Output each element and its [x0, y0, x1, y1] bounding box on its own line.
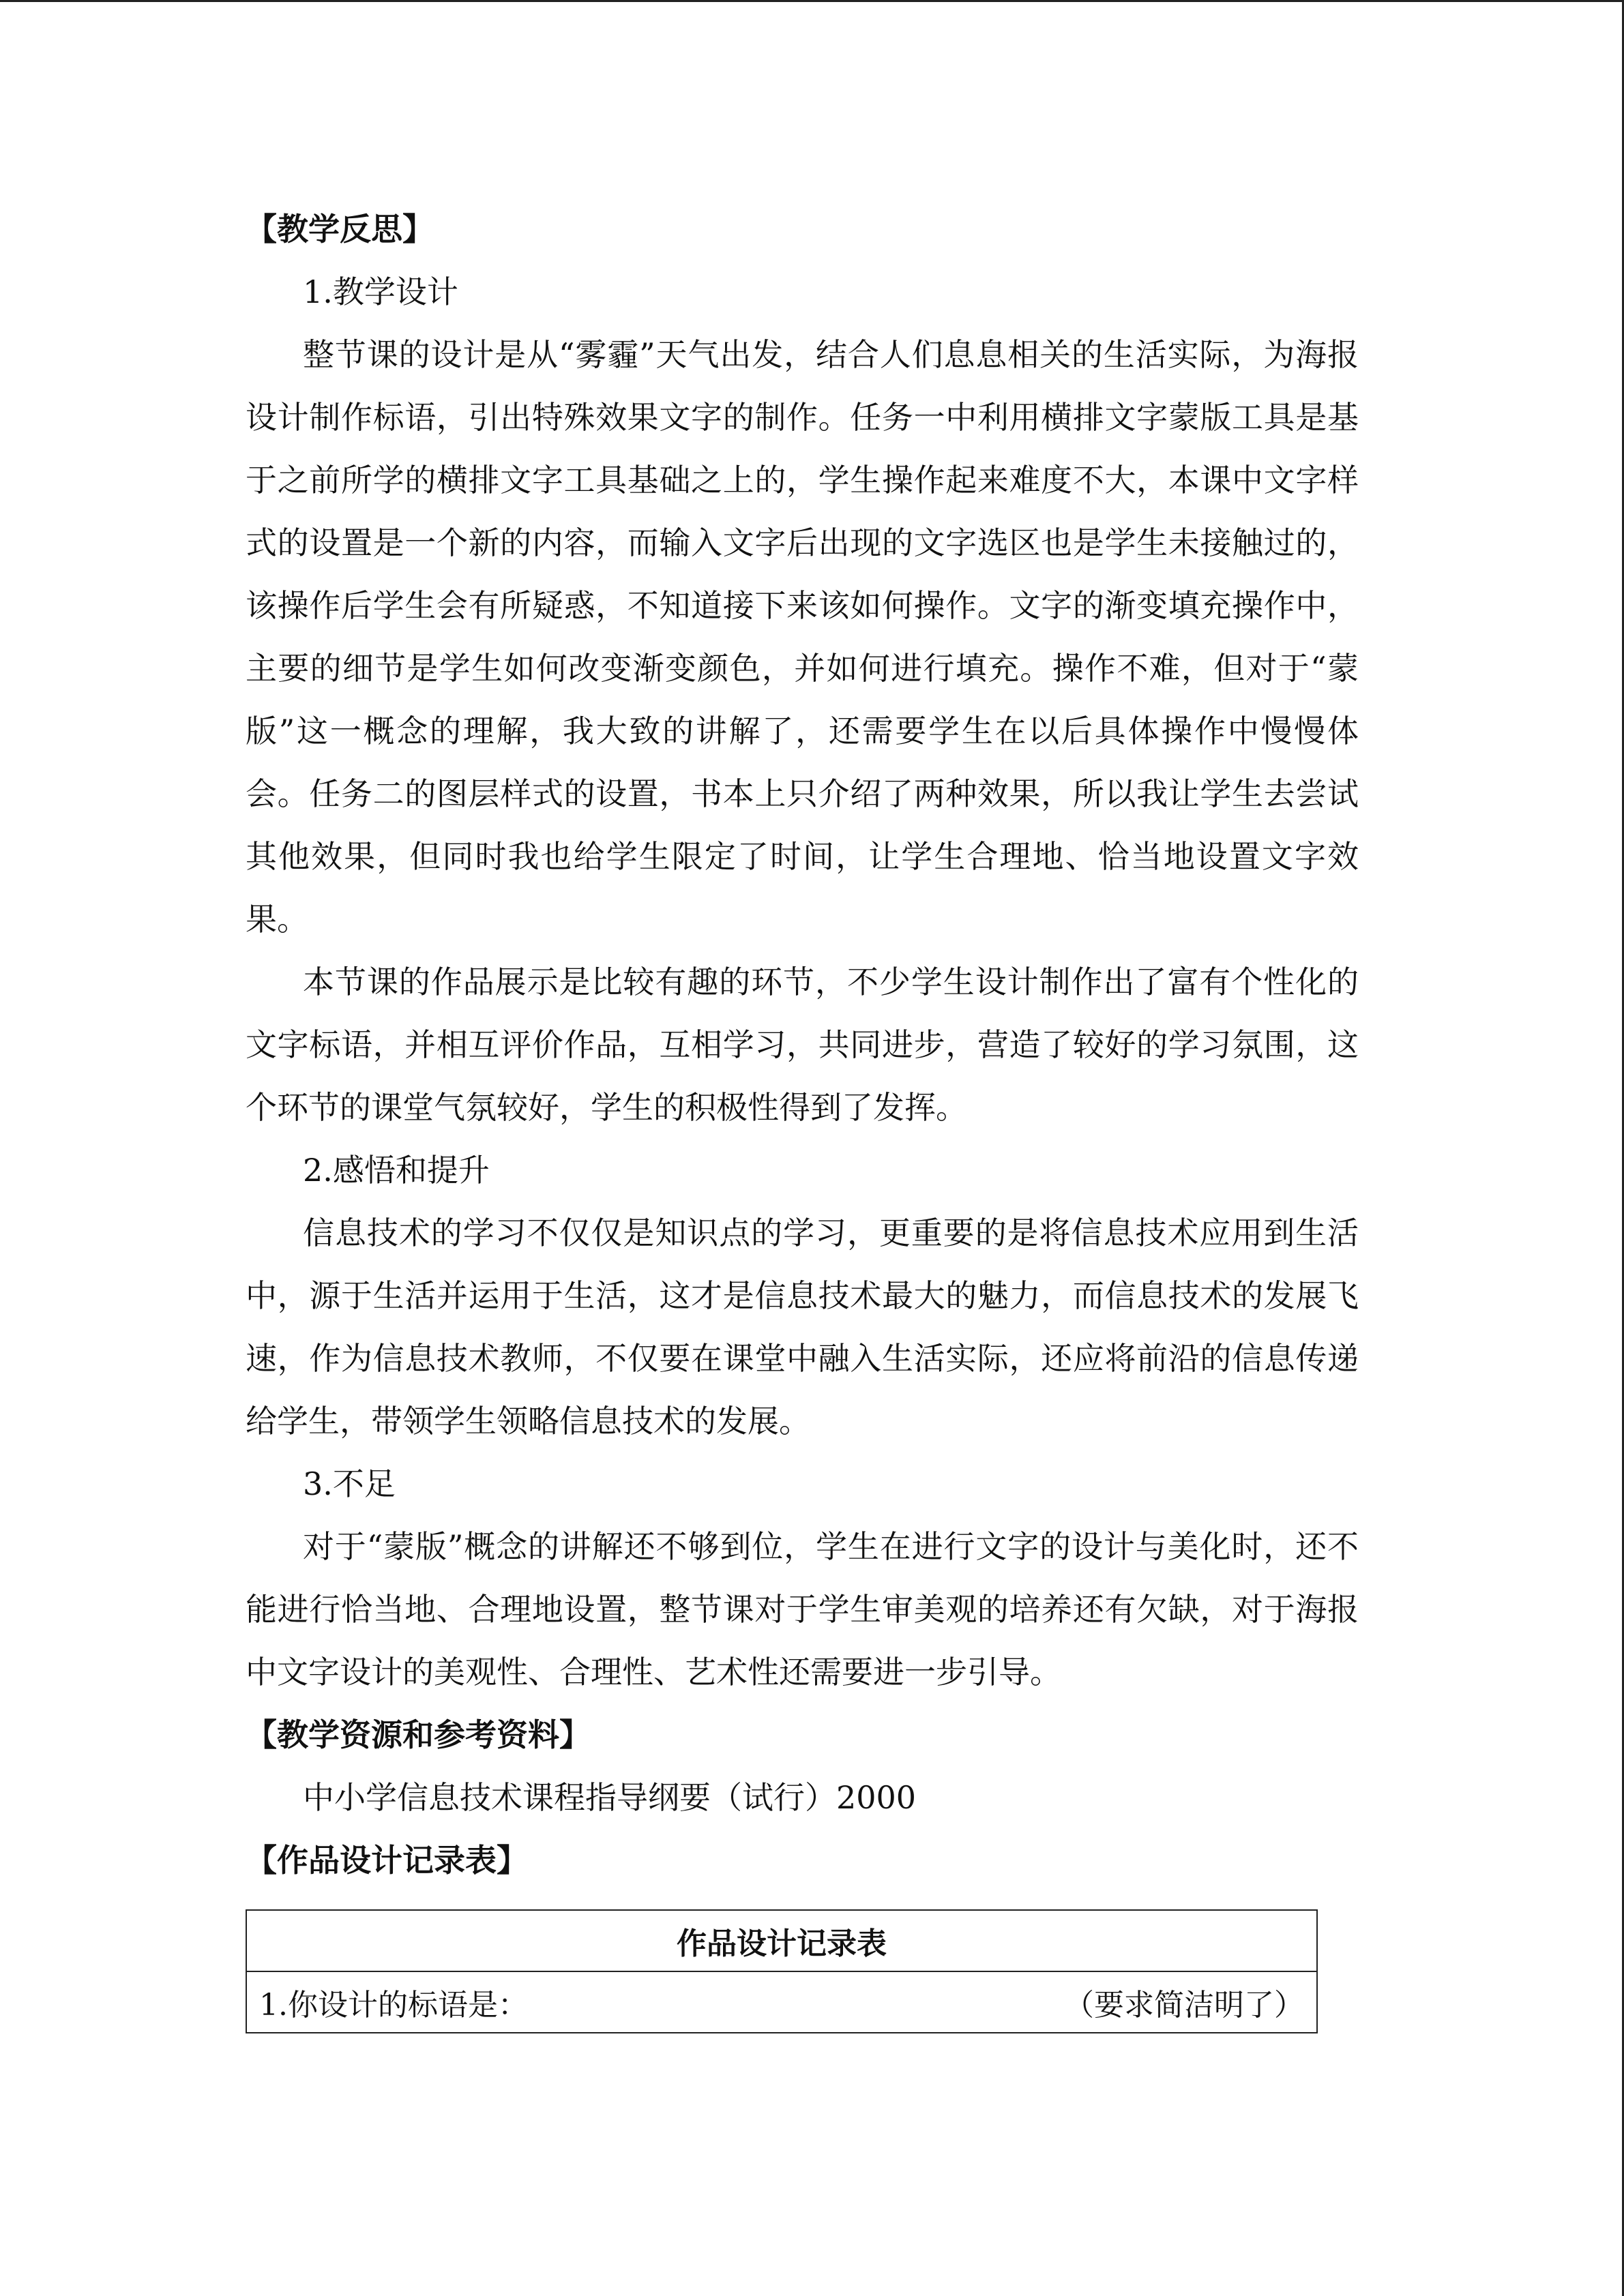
record-table [246, 1909, 1318, 2033]
document-page [246, 198, 1359, 2033]
page-top-border [0, 0, 1624, 2]
record-table-title: 作品设计记录表 [246, 1910, 1317, 1971]
insight-paragraph: 信息技术的学习不仅仅是知识点的学习，更重要的是将信息技术应用到生活中，源于生活并运用于生活，这才是信息技术最大的魅力，而信息技术的发展飞速，作为信息技术教师，不仅要在课堂中融入生活实际，还应将前沿的信息传递给学生，带领学生领略信息技术的发展。 [246, 1214, 1359, 1440]
slogan-requirement-note: （要求简洁明了） [1064, 1988, 1304, 2023]
design-subheading: 1.教学设计 [303, 273, 458, 310]
design-paragraph-2: 本节课的作品展示是比较有趣的环节，不少学生设计制作出了富有个性化的文字标语，并相互评价作品，互相学习，共同进步，营造了较好的学习氛围，这个环节的课堂气氛较好，学生的积极性得到了发挥。 [246, 964, 1359, 1126]
record-table-header-row [246, 1910, 1317, 1971]
reflection-heading: 【教学反思】 [246, 211, 434, 248]
resources-text: 中小学信息技术课程指导纲要（试行）2000 [303, 1779, 917, 1816]
record-heading: 【作品设计记录表】 [246, 1842, 528, 1879]
record-table-cell [246, 1971, 1317, 2033]
slogan-label: 1.你设计的标语是： [259, 1988, 528, 2023]
shortcoming-paragraph: 对于“蒙版”概念的讲解还不够到位，学生在进行文字的设计与美化时，还不能进行恰当地、合理地设置，整节课对于学生审美观的培养还有欠缺，对于海报中文字设计的美观性、合理性、艺术性还需要进一步引导。 [246, 1528, 1359, 1690]
insight-subheading: 2.感悟和提升 [303, 1152, 490, 1189]
design-paragraph-1: 整节课的设计是从“雾霾”天气出发，结合人们息息相关的生活实际，为海报设计制作标语，引出特殊效果文字的制作。任务一中利用横排文字蒙版工具是基于之前所学的横排文字工具基础之上的，学生操作起来难度不大，本课中文字样式的设置是一个新的内容，而输入文字后出现的文字选区也是学生未接触过的，该操作后学生会有所疑惑，不知道接下来该如何操作。文字的渐变填充操作中，主要的细节是学生如何改变渐变颜色，并如何进行填充。操作不难，但对于“蒙版”这一概念的理解，我大致的讲解了，还需要学生在以后具体操作中慢慢体会。任务二的图层样式的设置，书本上只介绍了两种效果，所以我让学生去尝试其他效果，但同时我也给学生限定了时间，让学生合理地、恰当地设置文字效果。 [246, 336, 1359, 938]
resources-heading: 【教学资源和参考资料】 [246, 1716, 591, 1753]
record-table-row [246, 1971, 1317, 2033]
shortcoming-subheading: 3.不足 [303, 1465, 396, 1502]
